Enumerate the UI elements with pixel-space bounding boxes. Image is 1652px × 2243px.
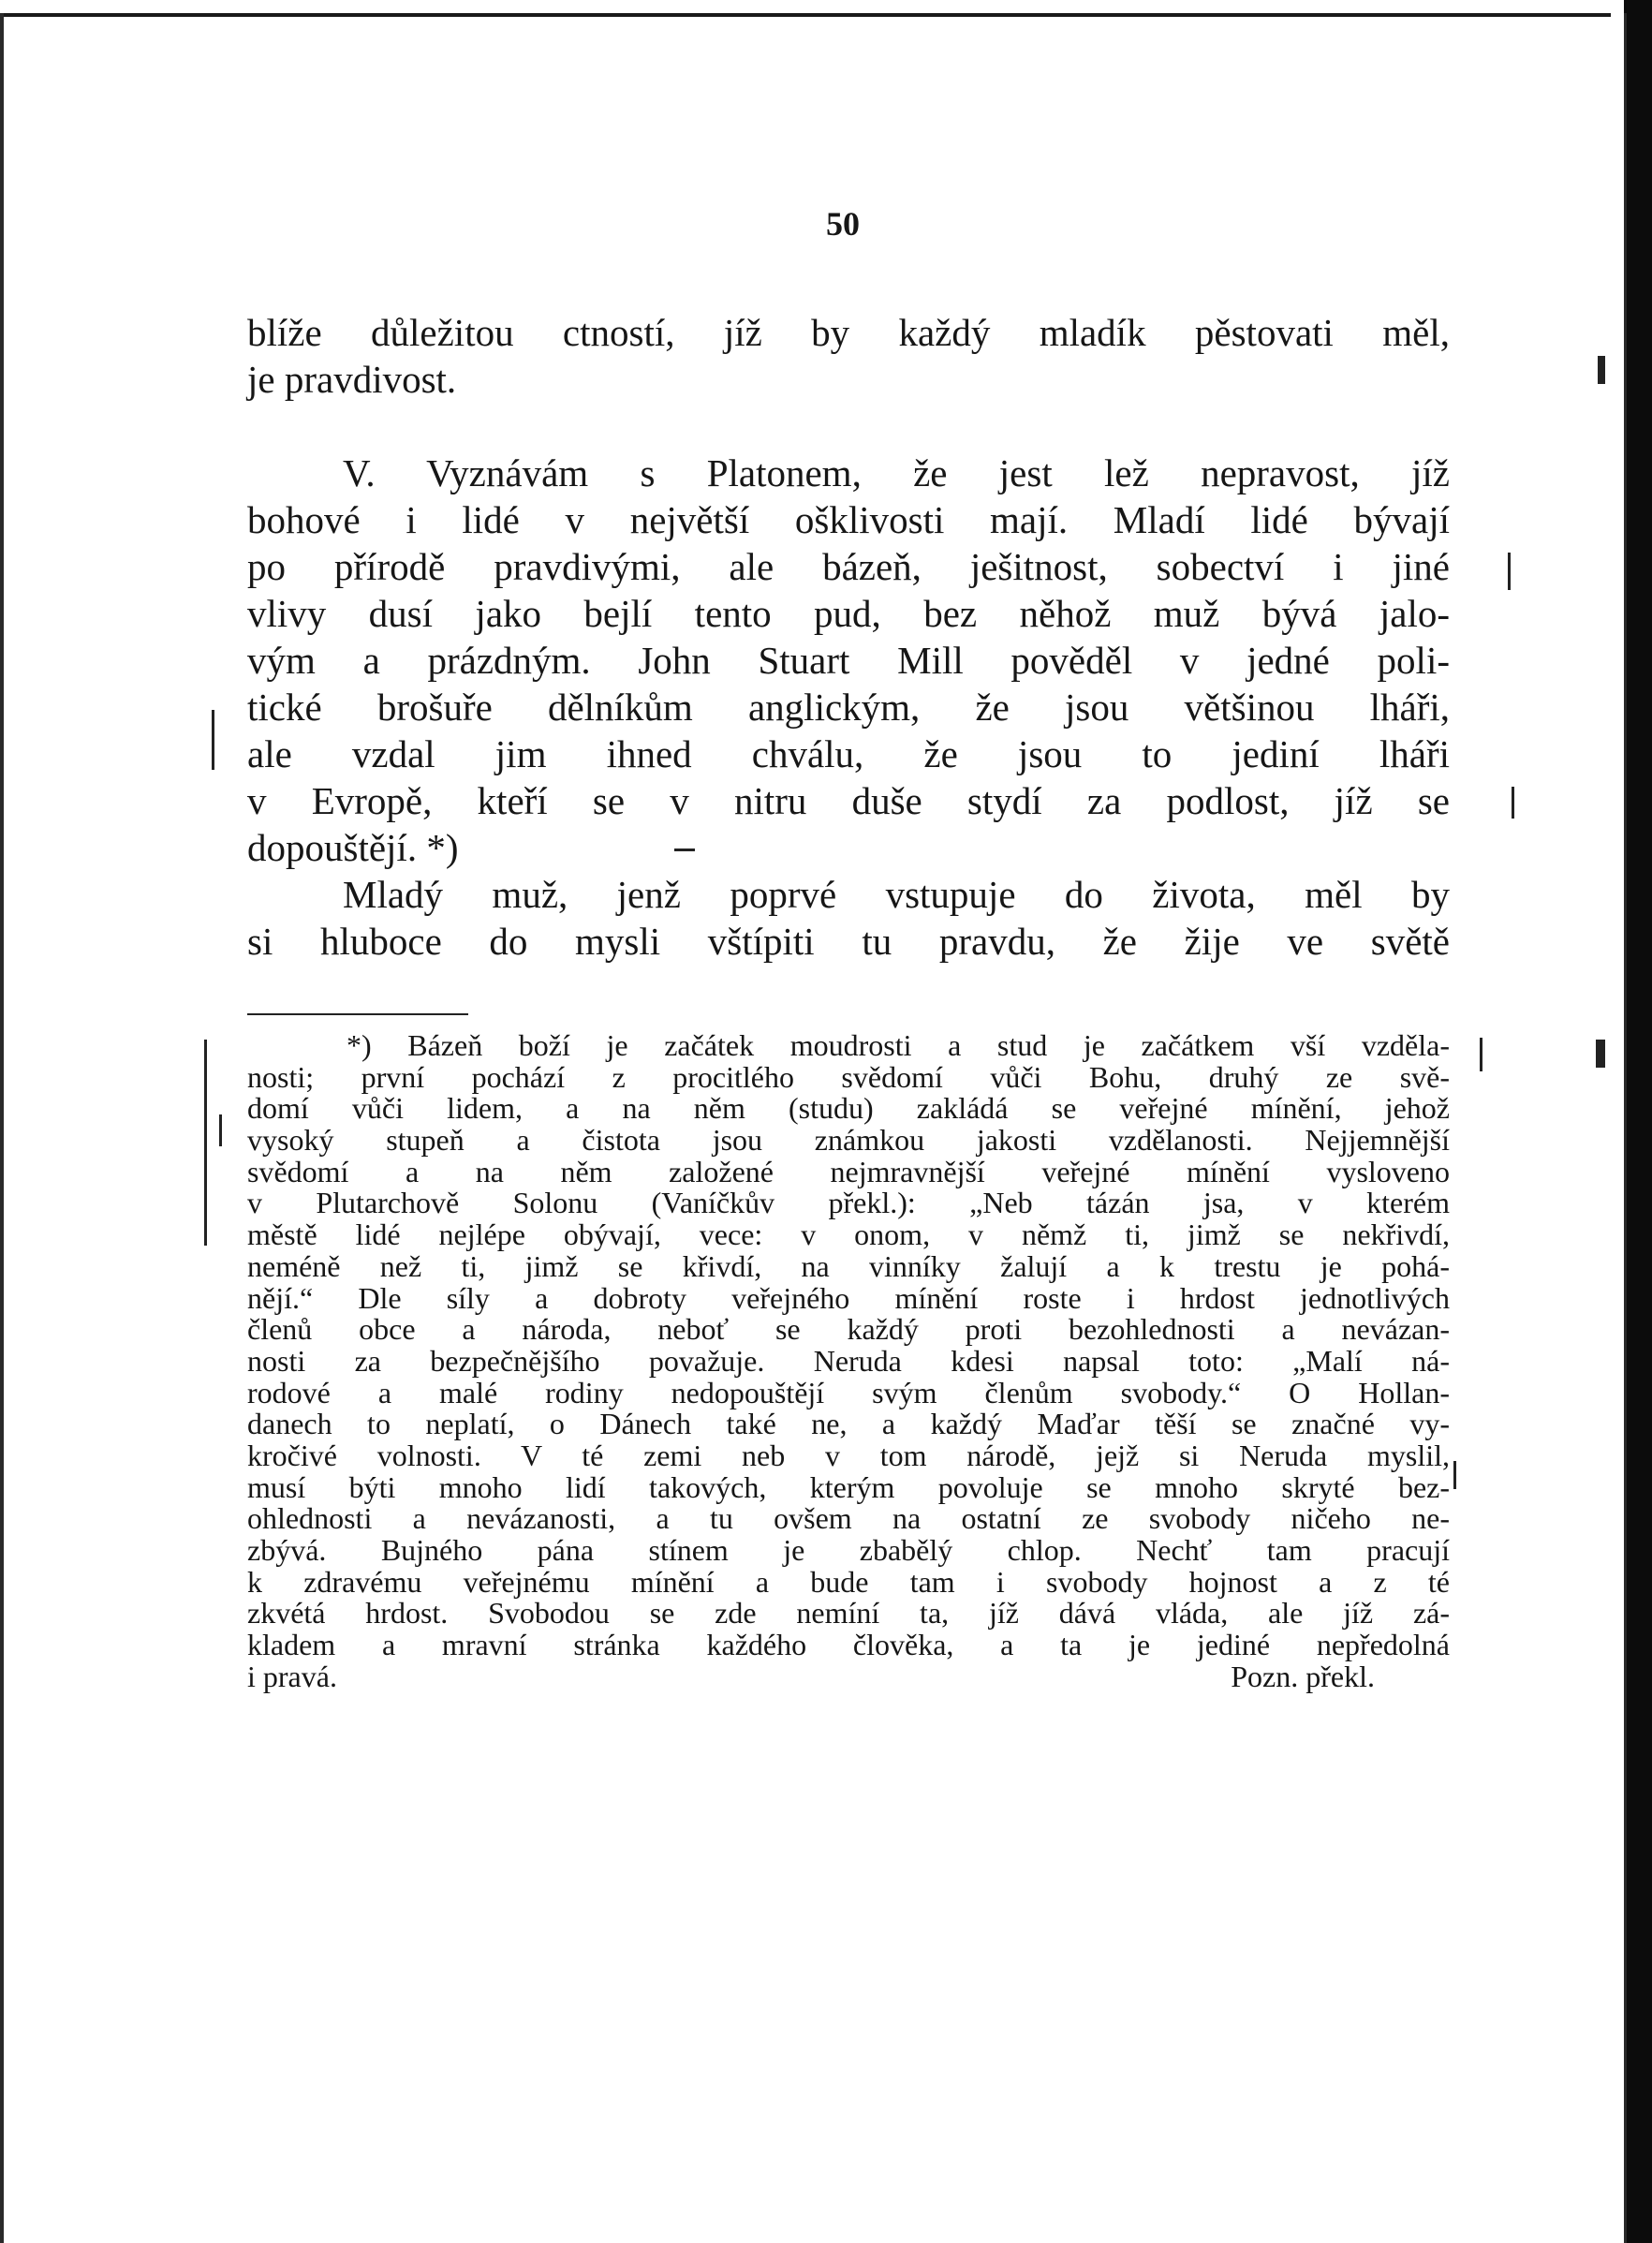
scan-edge-top bbox=[0, 13, 1620, 17]
body-line: dopouštějí. *) bbox=[247, 826, 459, 869]
body-line: Mladý muž, jenž poprvé vstupuje do života, měl by bbox=[343, 873, 1450, 916]
footnote-line: svědomí a na něm založené nejmravnější veřejné mínění vysloveno bbox=[247, 1154, 1450, 1188]
footnote-line: nosti; první pochází z procitlého svědomí vůči Bohu, druhý ze svě- bbox=[247, 1059, 1450, 1094]
footnote-line: kladem a mravní stránka každého člověka, a ta je jediné nepředolná bbox=[247, 1628, 1450, 1662]
margin-mark bbox=[219, 1114, 222, 1146]
footnote-line: danech to neplatí, o Dánech také ne, a každý Maďar těší se značné vy- bbox=[247, 1407, 1450, 1441]
margin-mark bbox=[674, 849, 695, 851]
footnote-line: neméně než ti, jimž se křivdí, na vinníky žalují a k trestu je pohá- bbox=[247, 1248, 1450, 1283]
footnote-line: rodové a malé rodiny nedopouštějí svým členům svobody.“ O Hollan- bbox=[247, 1375, 1450, 1409]
body-line: je pravdivost. bbox=[247, 358, 457, 401]
footnote-line: zbývá. Bujného pána stínem je zbabělý chlop. Nechť tam pracují bbox=[247, 1533, 1450, 1567]
footnote-final-text: i pravá. bbox=[247, 1659, 337, 1693]
margin-mark bbox=[1598, 356, 1605, 384]
body-line: ale vzdal jim ihned chválu, že jsou to jediní lháři bbox=[247, 732, 1450, 775]
body-line: v Evropě, kteří se v nitru duše stydí za podlost, jíž se bbox=[247, 779, 1450, 822]
body-line: tické brošuře dělníkům anglickým, že jsou většinou lháři, bbox=[247, 686, 1450, 729]
footnote-line: nějí.“ Dle síly a dobroty veřejného mínění roste i hrdost jednotlivých bbox=[247, 1280, 1450, 1315]
footnote-line: zkvétá hrdost. Svobodou se zde nemíní ta, jíž dává vláda, ale jíž zá- bbox=[247, 1596, 1450, 1631]
scan-edge-right-margin bbox=[1611, 13, 1627, 2243]
footnote-line: nosti za bezpečnějšího považuje. Neruda kdesi napsal toto: „Malí ná- bbox=[247, 1343, 1450, 1378]
body-line: V. Vyznávám s Platonem, že jest lež nepravost, jíž bbox=[343, 451, 1450, 494]
margin-mark bbox=[1596, 1040, 1605, 1068]
footnote bbox=[247, 1030, 1450, 1692]
footnote-final-line bbox=[247, 1661, 1450, 1693]
footnote-line: domí vůči lidem, a na něm (studu) zakládá se veřejné mínění, jehož bbox=[247, 1091, 1450, 1126]
scan-edge-left bbox=[0, 13, 4, 2243]
footnote-line: *) Bázeň boží je začátek moudrosti a stud je začátkem vší vzděla- bbox=[347, 1028, 1450, 1062]
footnote-attribution: Pozn. překl. bbox=[1231, 1659, 1375, 1693]
body-line: vým a prázdným. John Stuart Mill pověděl v jedné poli- bbox=[247, 639, 1450, 682]
footnote-line: členů obce a národa, neboť se každý proti bezohlednosti a nevázan- bbox=[247, 1312, 1450, 1347]
margin-mark bbox=[1480, 1038, 1482, 1071]
footnote-line: k zdravému veřejnému mínění a bude tam i svobody hojnost a z té bbox=[247, 1564, 1450, 1599]
margin-mark bbox=[1512, 787, 1514, 819]
footnote-line: v Plutarchově Solonu (Vaníčkův překl.): „Neb tázán jsa, v kterém bbox=[247, 1186, 1450, 1220]
body-line: si hluboce do mysli vštípiti tu pravdu, že žije ve světě bbox=[247, 920, 1450, 963]
paragraph-gap bbox=[247, 403, 1450, 450]
body-line: vlivy dusí jako bejlí tento pud, bez něhož muž bývá jalo- bbox=[247, 592, 1450, 635]
body-text bbox=[247, 309, 1450, 965]
body-line: bohové i lidé v největší ošklivosti mají. Mladí lidé bývají bbox=[247, 498, 1450, 541]
page-number: 50 bbox=[826, 205, 860, 243]
scan-edge-right bbox=[1624, 0, 1652, 2243]
body-line: blíže důležitou ctností, jíž by každý mladík pěstovati měl, bbox=[247, 311, 1450, 354]
footnote-rule bbox=[247, 1013, 468, 1015]
footnote-line: ohlednosti a nevázanosti, a tu ovšem na ostatní ze svobody ničeho ne- bbox=[247, 1501, 1450, 1536]
margin-mark bbox=[204, 1040, 207, 1246]
margin-mark bbox=[1508, 553, 1511, 590]
margin-mark bbox=[1453, 1461, 1456, 1489]
footnote-line: musí býti mnoho lidí takových, kterým povoluje se mnoho skryté bez- bbox=[247, 1469, 1450, 1504]
footnote-line: městě lidé nejlépe obývají, vece: v onom, v němž ti, jimž se nekřivdí, bbox=[247, 1217, 1450, 1252]
body-line: po přírodě pravdivými, ale bázeň, ješitnost, sobectví i jiné bbox=[247, 545, 1450, 588]
footnote-line: kročivé volnosti. V té zemi neb v tom národě, jejž si Neruda myslil, bbox=[247, 1438, 1450, 1472]
footnote-line: vysoký stupeň a čistota jsou známkou jakosti vzdělanosti. Nejjemnější bbox=[247, 1123, 1450, 1158]
margin-mark bbox=[212, 710, 214, 770]
